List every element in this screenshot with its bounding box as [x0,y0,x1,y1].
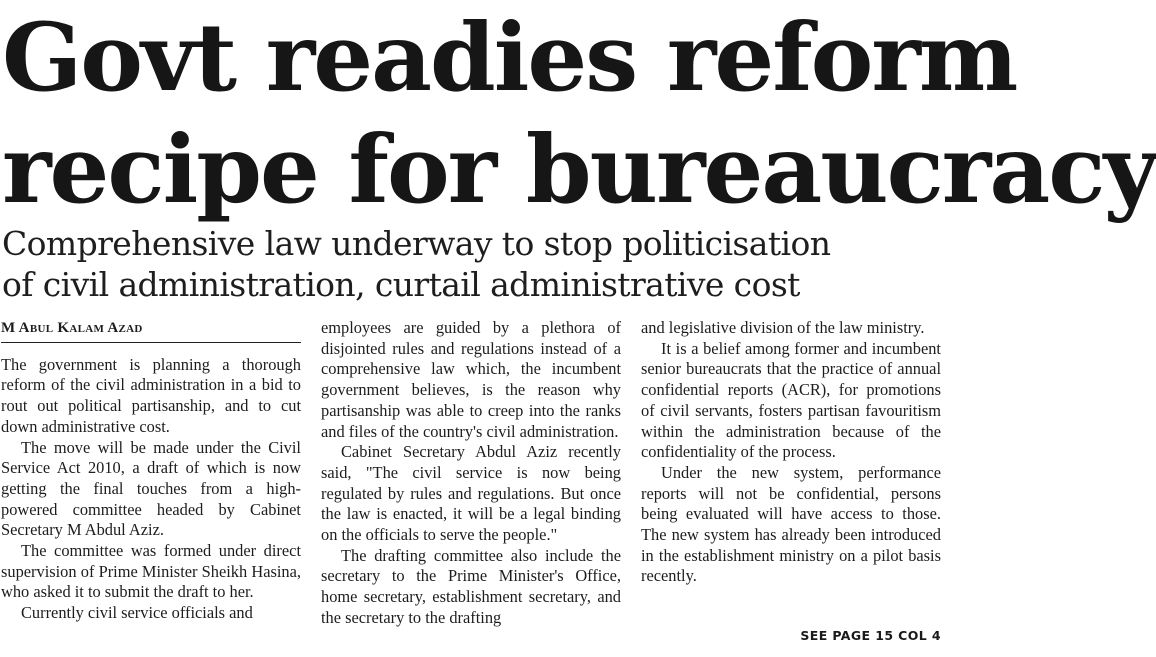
byline: M Abul Kalam Azad [1,318,301,343]
subheadline-line-1: Comprehensive law underway to stop politicisation [2,224,831,263]
article-column-1 [1,318,301,624]
paragraph: The government is planning a thorough reform of the civil administration in a bid to rout out political partisanship, and to cut down administrative cost. [1,354,301,436]
paragraph: Currently civil service officials and [21,603,253,623]
paragraph: Under the new system, performance reports will not be confidential, persons being evaluated will have access to those. The new system has already been introduced in the establishment ministry on a pilot basis recently. [641,462,941,586]
headline [2,2,1156,226]
headline-line-1: Govt readies reform [2,3,1017,113]
paragraph: The move will be made under the Civil Service Act 2010, a draft of which is now getting the final touches from a high-powered committee headed by Cabinet Secretary M Abdul Aziz. [1,437,301,540]
article-column-2 [321,318,621,629]
paragraph: Cabinet Secretary Abdul Aziz recently said, "The civil service is now being regulated by rules and regulations. But once the law is enacted, it will be a legal binding on the officials to serve the people." [321,442,621,545]
paragraph: The committee was formed under direct supervision of Prime Minister Sheikh Hasina, who asked it to submit the draft to her. [1,541,301,602]
continuation-jump: SEE PAGE 15 COL 4 [800,628,941,643]
paragraph: and legislative division of the law ministry. [641,318,925,337]
paragraph: employees are guided by a plethora of disjointed rules and regulations instead of a comprehensive law which, the incumbent government believes, is the reason why partisanship was able to creep into the ranks and files of the country's civil administration. [321,318,621,441]
headline-line-2: recipe for bureaucracy [2,115,1156,225]
subheadline [2,223,947,305]
paragraph: The drafting committee also include the secretary to the Prime Minister's Office, home secretary, establishment secretary, and the secretary to the drafting [321,545,621,627]
article-column-3 [641,318,941,587]
subheadline-line-2: of civil administration, curtail administrative cost [2,265,800,304]
paragraph: It is a belief among former and incumbent senior bureaucrats that the practice of annual confidential reports (ACR), for promotions of civil servants, fosters partisan favouritism within the administration because of the confidentiality of the process. [641,338,941,462]
